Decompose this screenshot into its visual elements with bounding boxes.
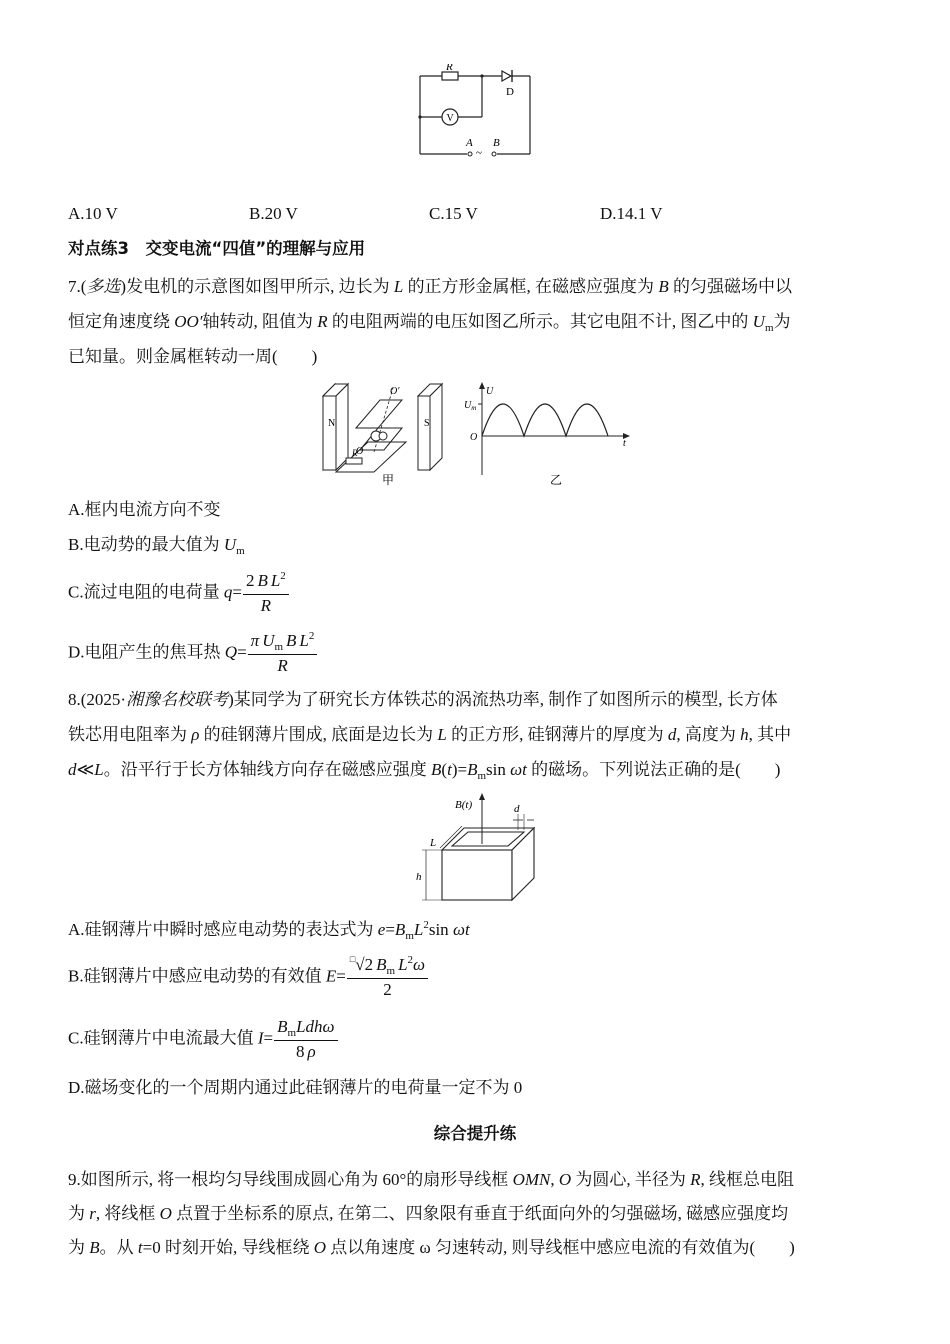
- resistor-R-label: R: [352, 448, 358, 458]
- q6-option-a: A.10 V: [68, 204, 118, 223]
- label-L: L: [430, 837, 437, 849]
- label-V: V: [446, 113, 454, 124]
- axis-t-label: t: [623, 438, 626, 449]
- axis-O-label: O: [356, 446, 364, 457]
- fraction-max-current: $\frac{B_mLdh\omega}{8 \rho}$: [274, 1017, 337, 1062]
- section3-title: 对点练3 交变电流“四值”的理解与应用: [68, 239, 366, 258]
- axis-U-label: U: [486, 386, 494, 397]
- diode-D: [502, 70, 512, 82]
- label-A: A: [466, 137, 473, 149]
- axis-O-prime-label: O′: [390, 386, 400, 397]
- fraction-charge: $\frac{2 B L^2}{R}$: [243, 571, 289, 616]
- q6-option-d: D.14.1 V: [600, 204, 663, 223]
- label-D: D: [506, 86, 514, 98]
- terminal-A: [468, 152, 472, 156]
- figure-jia-caption: 甲: [382, 473, 395, 487]
- terminal-B: [492, 152, 496, 156]
- q7-line1: 7.(多选)发电机的示意图如图甲所示, 边长为 L 的正方形金属框, 在磁感应强度为 B 的匀强磁场中以: [68, 277, 792, 296]
- fraction-emf-effective: $\frac{^□√2 B_m L^2\omega}{2}$: [347, 955, 428, 1000]
- q7-line2: 恒定角速度绕 OO′轴转动, 阻值为 R 的电阻两端的电压如图乙所示。其它电阻不计, 图乙中的 $U_m$为: [68, 312, 791, 334]
- q8-option-d: D.磁场变化的一个周期内通过此硅钢薄片的电荷量一定不为 0: [68, 1078, 523, 1097]
- label-d: d: [514, 803, 520, 815]
- section-comprehensive-title: 综合提升练: [433, 1124, 517, 1143]
- q7-option-a: A.框内电流方向不变: [68, 500, 221, 519]
- label-Bt: B(t): [455, 799, 473, 811]
- resistor-R: [442, 72, 458, 80]
- label-h: h: [416, 871, 422, 883]
- figure-iron-core: [410, 790, 550, 908]
- Um-label: $U_m$: [464, 400, 477, 412]
- q7-option-d: D.电阻产生的焦耳热 Q= $\frac{\pi U_m B L^2}{R}$: [68, 631, 317, 676]
- q8-line3: d≪L。沿平行于长方体轴线方向存在磁感应强度 $B(t)=B_m\sin$ ωt 的磁场。下列说法正确的是( ): [68, 760, 781, 782]
- magnet-S-label: S: [424, 418, 430, 429]
- figure-yi-voltage-graph: [460, 380, 635, 490]
- label-tilde: ~: [476, 147, 482, 159]
- q8-option-a: A.硅钢薄片中瞬时感应电动势的表达式为 $e=B_mL^2\sin$ ωt: [68, 919, 470, 942]
- q9-line1: 9.如图所示, 将一根均匀导线围成圆心角为 60°的扇形导线框 OMN, O 为圆心, 半径为 R, 线框总电阻: [68, 1170, 795, 1189]
- figure-jia-generator: [318, 380, 458, 490]
- q7-option-c: C.流过电阻的电荷量 q= $\frac{2 B L^2}{R}$: [68, 571, 289, 616]
- q7-option-b: B.电动势的最大值为 $U_m$: [68, 535, 245, 557]
- figure-yi-caption: 乙: [550, 473, 563, 487]
- q9-line2: 为 r, 将线框 O 点置于坐标系的原点, 在第二、四象限有垂直于纸面向外的匀强磁场, 磁感应强度均: [68, 1204, 789, 1223]
- q7-line3: 已知量。则金属框转动一周( ): [68, 347, 318, 366]
- circuit-diagram: [410, 64, 540, 160]
- label-R: R: [446, 64, 453, 73]
- q8-line1: 8.(2025·湘豫名校联考)某同学为了研究长方体铁芯的涡流热功率, 制作了如图所示的模型, 长方体: [68, 690, 778, 709]
- q6-option-c: C.15 V: [429, 204, 478, 223]
- origin-O-label: O: [470, 432, 478, 443]
- q8-option-b: B.硅钢薄片中感应电动势的有效值 E= $\frac{^□√2 B_m L^2\omega}{2}$: [68, 955, 428, 1000]
- label-B: B: [493, 137, 500, 149]
- q9-line3: 为 B。从 t=0 时刻开始, 导线框绕 O 点以角速度 ω 匀速转动, 则导线框中感应电流的有效值为( ): [68, 1238, 795, 1257]
- magnet-N-label: N: [328, 418, 336, 429]
- fraction-heat: $\frac{\pi U_m B L^2}{R}$: [248, 631, 318, 676]
- q8-line2: 铁芯用电阻率为 ρ 的硅钢薄片围成, 底面是边长为 L 的正方形, 硅钢薄片的厚度为 d, 高度为 h, 其中: [68, 725, 792, 744]
- q8-option-c: C.硅钢薄片中电流最大值 I= $\frac{B_mLdh\omega}{8 \rho}$: [68, 1017, 338, 1062]
- q6-option-b: B.20 V: [249, 204, 298, 223]
